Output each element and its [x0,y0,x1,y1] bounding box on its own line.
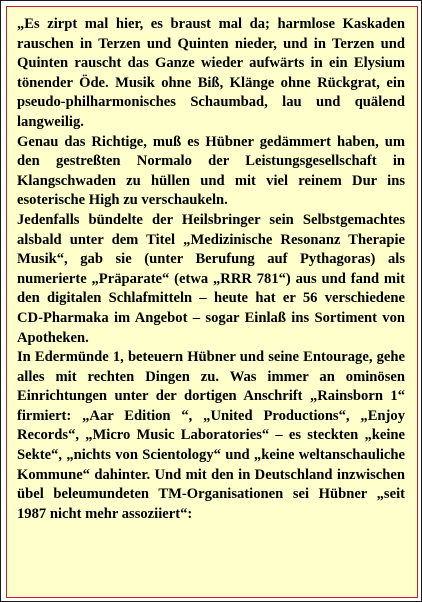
paragraph-1: „Es zirpt mal hier, es braust mal da; harmlose Kaskaden rauschen in Terzen und Quinten nieder, und in Terzen und Quinten rauscht das Ganze wieder aufwärts in ein Elysium tönender Öde. Musik ohne Biß, Klänge ohne Rückgrat, ein pseudo-philharmonisches Schaumbad, lau und quälend langweilig. [17,16,405,130]
paragraph-4: In Edermünde 1, beteuern Hübner und seine Entourage, gehe alles mit rechten Dingen zu. Was immer an ominösen Einrichtungen unter der dortigen Anschrift „Rainsborn 1“ firmiert: „Aar Edition “, „United Productions“, „Enjoy Records“, „Micro Music Laboratories“ – es steckten „keine Sekte“, „nichts von Scientology“ und „keine weltanschauliche Kommune“ dahinter. Und mit den in Deutschland inzwischen übel beleumundeten TM-Organisationen sei Hübner „seit 1987 nicht mehr assoziiert“: [17,349,405,522]
article-text [17,15,405,524]
paragraph-2: Genau das Richtige, muß es Hübner gedämmert haben, um den gestreßten Normalo der Leistungsgesellschaft in Klangschwaden zu hüllen und mit viel reinem Dur ins esoterische High zu verschaukeln. [17,133,405,209]
paragraph-3: Jedenfalls bündelte der Heilsbringer sein Selbstgemachtes alsbald unter dem Titel „Medizinische Resonanz Therapie Musik“, gab sie (unter Berufung auf Pythagoras) als numerierte „Präparate“ (etwa „RRR 781“) aus und fand mit den digitalen Schlafmitteln – heute hat er 56 verschiedene CD-Pharmaka im Angebot – sogar Einlaß ins Sortiment von Apotheken. [17,211,405,346]
